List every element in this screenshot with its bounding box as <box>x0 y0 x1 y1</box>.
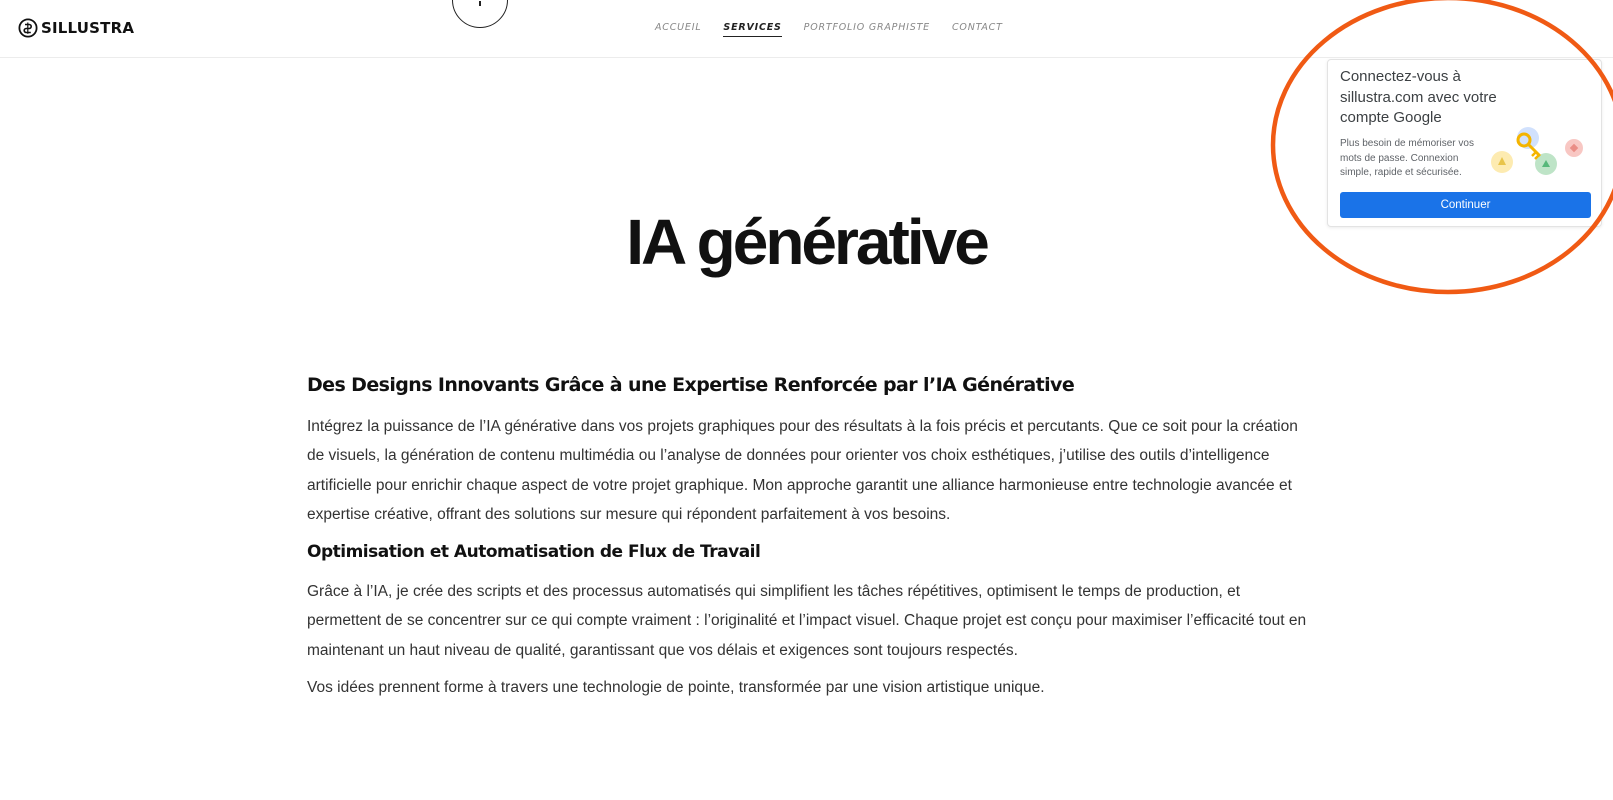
plus-icon <box>479 1 481 6</box>
section-subheading: Optimisation et Automatisation de Flux de Travail <box>307 542 761 563</box>
google-signin-title: Connectez-vous à sillustra.com avec votre compte Google <box>1340 68 1497 126</box>
section-heading: Des Designs Innovants Grâce à une Expertise Renforcée par l’IA Générative <box>307 374 1075 396</box>
continue-button[interactable]: Continuer <box>1340 192 1591 218</box>
intro-paragraph: Intégrez la puissance de l’IA générative dans vos projets graphiques pour des résultats à la fois précis et percutants. Que ce soit pour la création de visuels, la génération de contenu multimédia ou l’analyse de données pour orienter vos choix esthétiques, j’utilise des outils d’intelligence artificielle pour enrichir chaque aspect de votre projet graphique. Mon approche garantit une alliance harmonieuse entre technologie avancée et expertise créative, offrant des solutions sur mesure qui répondent parfaitement à vos besoins. <box>307 418 1298 523</box>
sillustra-logo-icon <box>18 18 38 38</box>
key-icon <box>1488 120 1588 180</box>
nav-item-services[interactable]: SERVICES <box>723 22 781 37</box>
nav-item-portfolio[interactable]: PORTFOLIO GRAPHISTE <box>803 22 930 33</box>
nav-item-contact[interactable]: CONTACT <box>952 22 1003 33</box>
plus-circle-button[interactable] <box>452 0 508 28</box>
google-signin-popup <box>1327 59 1602 227</box>
nav-item-accueil[interactable]: ACCUEIL <box>655 22 702 33</box>
main-nav <box>655 22 1003 37</box>
brand-name: SILLUSTRA <box>41 19 135 37</box>
closing-paragraph: Vos idées prennent forme à travers une technologie de pointe, transformée par une vision artistique unique. <box>307 679 1045 697</box>
site-logo[interactable] <box>18 18 134 38</box>
site-header <box>0 0 1613 58</box>
google-signin-description: Plus besoin de mémoriser vos mots de passe. Connexion simple, rapide et sécurisée. <box>1340 138 1474 178</box>
workflow-paragraph: Grâce à l’IA, je crée des scripts et des processus automatisés qui simplifient les tâches répétitives, optimisent le temps de production, et permettent de se concentrer sur ce qui compte vraiment : l’originalité et l’impact visuel. Chaque projet est conçu pour maximiser l’efficacité tout en maintenant un haut niveau de qualité, garantissant que vos délais et exigences sont toujours respectés. <box>307 583 1307 659</box>
main-content <box>307 370 1307 710</box>
page-title: IA générative <box>626 206 987 278</box>
